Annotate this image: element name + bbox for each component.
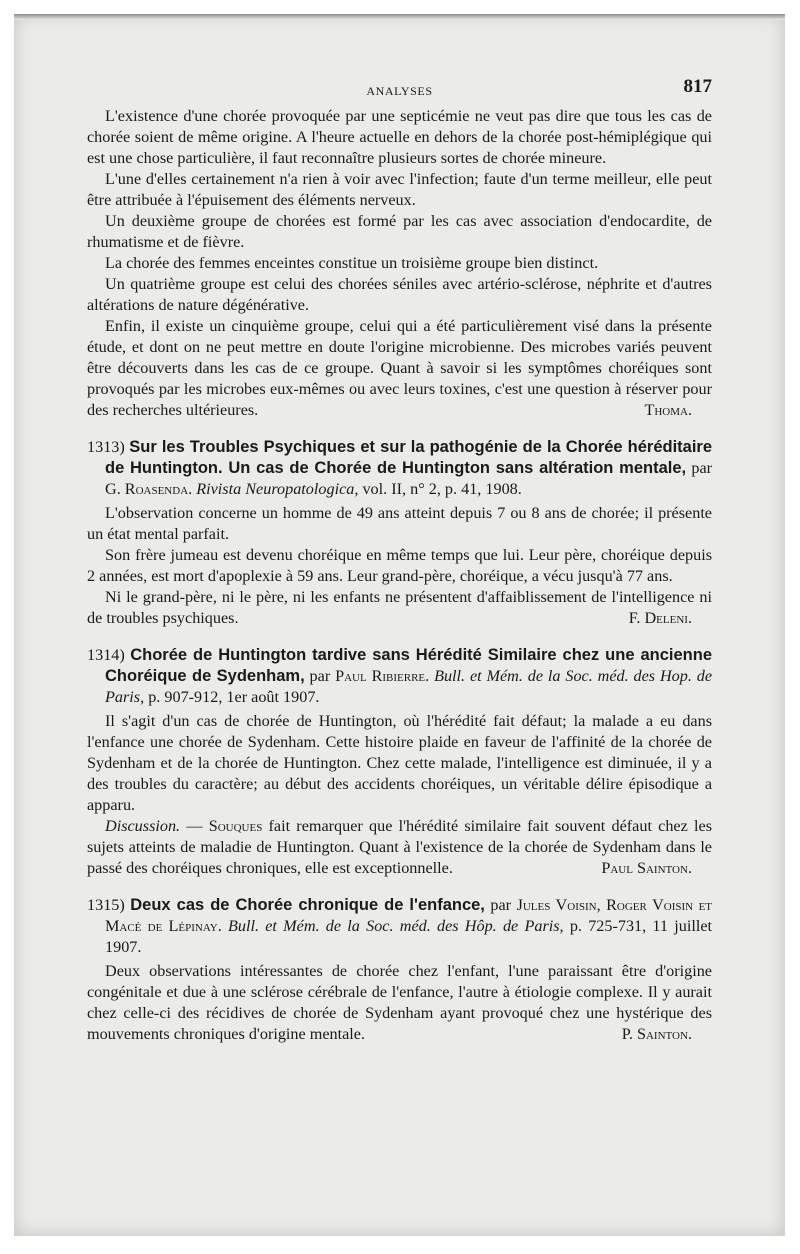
discussion-label: Discussion.: [105, 817, 181, 835]
entry-paragraph: L'observation concerne un homme de 49 ans atteint depuis 7 ou 8 ans de chorée; il présente un état mental parfait.: [87, 504, 712, 543]
signature: Thoma.: [644, 401, 692, 419]
discussion-dash: —: [186, 817, 203, 835]
entry-paragraph: [87, 961, 712, 1045]
entry-number: 1314): [87, 646, 125, 664]
page-header: [87, 72, 712, 106]
entry-source: Rivista Neuropatologica,: [196, 480, 359, 498]
page-edge-shadow: [14, 14, 785, 20]
entry-heading: [87, 437, 712, 500]
discussion-paragraph: [87, 816, 712, 879]
intro-paragraph: La chorée des femmes enceintes constitue un troisième groupe bien distinct.: [105, 254, 599, 272]
entry-author: Paul Ribierre.: [335, 667, 430, 685]
intro-paragraph: L'une d'elles certainement n'a rien à voir avec l'infection; faute d'un terme meilleur, elle peut être attribuée à l'épuisement des éléments nerveux.: [87, 170, 712, 209]
entry-author: Jules Voisin, Roger Voisin et Macé de Lépinay.: [105, 896, 713, 935]
entry-title: Deux cas de Chorée chronique de l'enfance,: [130, 896, 485, 914]
scanned-page: [14, 14, 785, 1236]
review-entry-1313: [87, 437, 712, 629]
page-content: [87, 72, 712, 1045]
page-number: 817: [683, 76, 712, 97]
entry-paragraph: Il s'agit d'un cas de chorée de Huntington, où l'hérédité fait défaut; la malade a eu dans l'enfance une chorée de Sydenham. Cette histoire plaide en faveur de l'affinité de la chorée de Sydenham et de la chorée de Huntington. Chez cette malade, l'intelligence est diminuée, il y a des troubles du caractère; au début des accidents choréiques, un véritable délire épisodique a apparu.: [87, 712, 712, 814]
entry-author: G. Roasenda.: [105, 480, 193, 498]
entry-source: Bull. et Mém. de la Soc. méd. des Hôp. de Paris,: [228, 917, 564, 935]
signature: F. Deleni.: [628, 609, 692, 627]
discussion-author: Souques: [208, 817, 263, 835]
review-entry-1314: [87, 645, 712, 879]
entry-details: vol. II, n° 2, p. 41, 1908.: [362, 480, 522, 498]
entry-paragraph: [87, 587, 712, 629]
intro-paragraph: [87, 316, 712, 421]
entry-title: Chorée de Huntington tardive sans Hérédité Similaire chez une ancienne Choréique de Sydenham,: [105, 646, 713, 685]
signature: P. Sainton.: [621, 1025, 692, 1043]
running-head: ANALYSES: [366, 84, 433, 98]
entry-par: par: [691, 459, 713, 477]
entry-heading: [87, 895, 712, 958]
entry-details: p. 725-731, 11 juillet 1907.: [105, 917, 712, 956]
entry-number: 1315): [87, 896, 125, 914]
entry-title: Sur les Troubles Psychiques et sur la pathogénie de la Chorée héréditaire de Huntington. Un cas de Chorée de Huntington sans altération mentale,: [105, 438, 713, 477]
intro-section: [87, 106, 712, 421]
intro-paragraph: L'existence d'une chorée provoquée par une septicémie ne veut pas dire que tous les cas de chorée soient de même origine. A l'heure actuelle en dehors de la chorée post-hémiplégique qui est une chose particulière, il faut reconnaître plusieurs sortes de chorée mineure.: [87, 107, 712, 167]
entry-heading: [87, 645, 712, 708]
review-entry-1315: [87, 895, 712, 1045]
entry-par: par: [490, 896, 512, 914]
intro-paragraph-text: Enfin, il existe un cinquième groupe, celui qui a été particulièrement visé dans la présente étude, et dont on ne peut mettre en doute l'origine microbienne. Des microbes variés peuvent être découverts dans les cas de ce groupe. Quant à savoir si les symptômes choréiques sont provoqués par les microbes eux-mêmes ou avec leurs toxines, c'est une question à réserver pour des recherches ultérieures.: [87, 317, 712, 419]
entry-source: Bull. et Mém. de la Soc. méd. des Hop. de Paris,: [105, 667, 713, 706]
entry-details: p. 907-912, 1er août 1907.: [148, 688, 320, 706]
entry-paragraph-text: Ni le grand-père, ni le père, ni les enfants ne présentent d'affaiblissement de l'intelligence ni de troubles psychiques.: [87, 588, 712, 627]
intro-paragraph: Un deuxième groupe de chorées est formé par les cas avec association d'endocardite, de rhumatisme et de fièvre.: [87, 212, 712, 251]
entry-paragraph-text: Deux observations intéressantes de chorée chez l'enfant, l'une paraissant être d'origine congénitale et due à une sclérose cérébrale de l'enfance, l'autre à étiologie complexe. Il y aurait chez celle-ci des récidives de chorée de Sydenham ayant provoqué chez une hystérique des mouvements chroniques d'origine mentale.: [87, 962, 712, 1043]
discussion-text: fait remarquer que l'hérédité similaire fait souvent défaut chez les sujets atteints de maladie de Huntington. Quant à l'existence de la chorée de Sydenham dans le passé des choréiques chroniques, elle est exceptionnelle.: [87, 817, 712, 877]
entry-paragraph: Son frère jumeau est devenu choréique en même temps que lui. Leur père, choréique depuis 2 années, est mort d'apoplexie à 59 ans. Leur grand-père, choréique, a vécu jusqu'à 77 ans.: [87, 546, 712, 585]
entry-number: 1313): [87, 438, 125, 456]
entry-par: par: [309, 667, 331, 685]
signature: Paul Sainton.: [601, 859, 692, 877]
intro-paragraph: Un quatrième groupe est celui des chorées séniles avec artério-sclérose, néphrite et d'autres altérations de nature dégénérative.: [87, 275, 712, 314]
